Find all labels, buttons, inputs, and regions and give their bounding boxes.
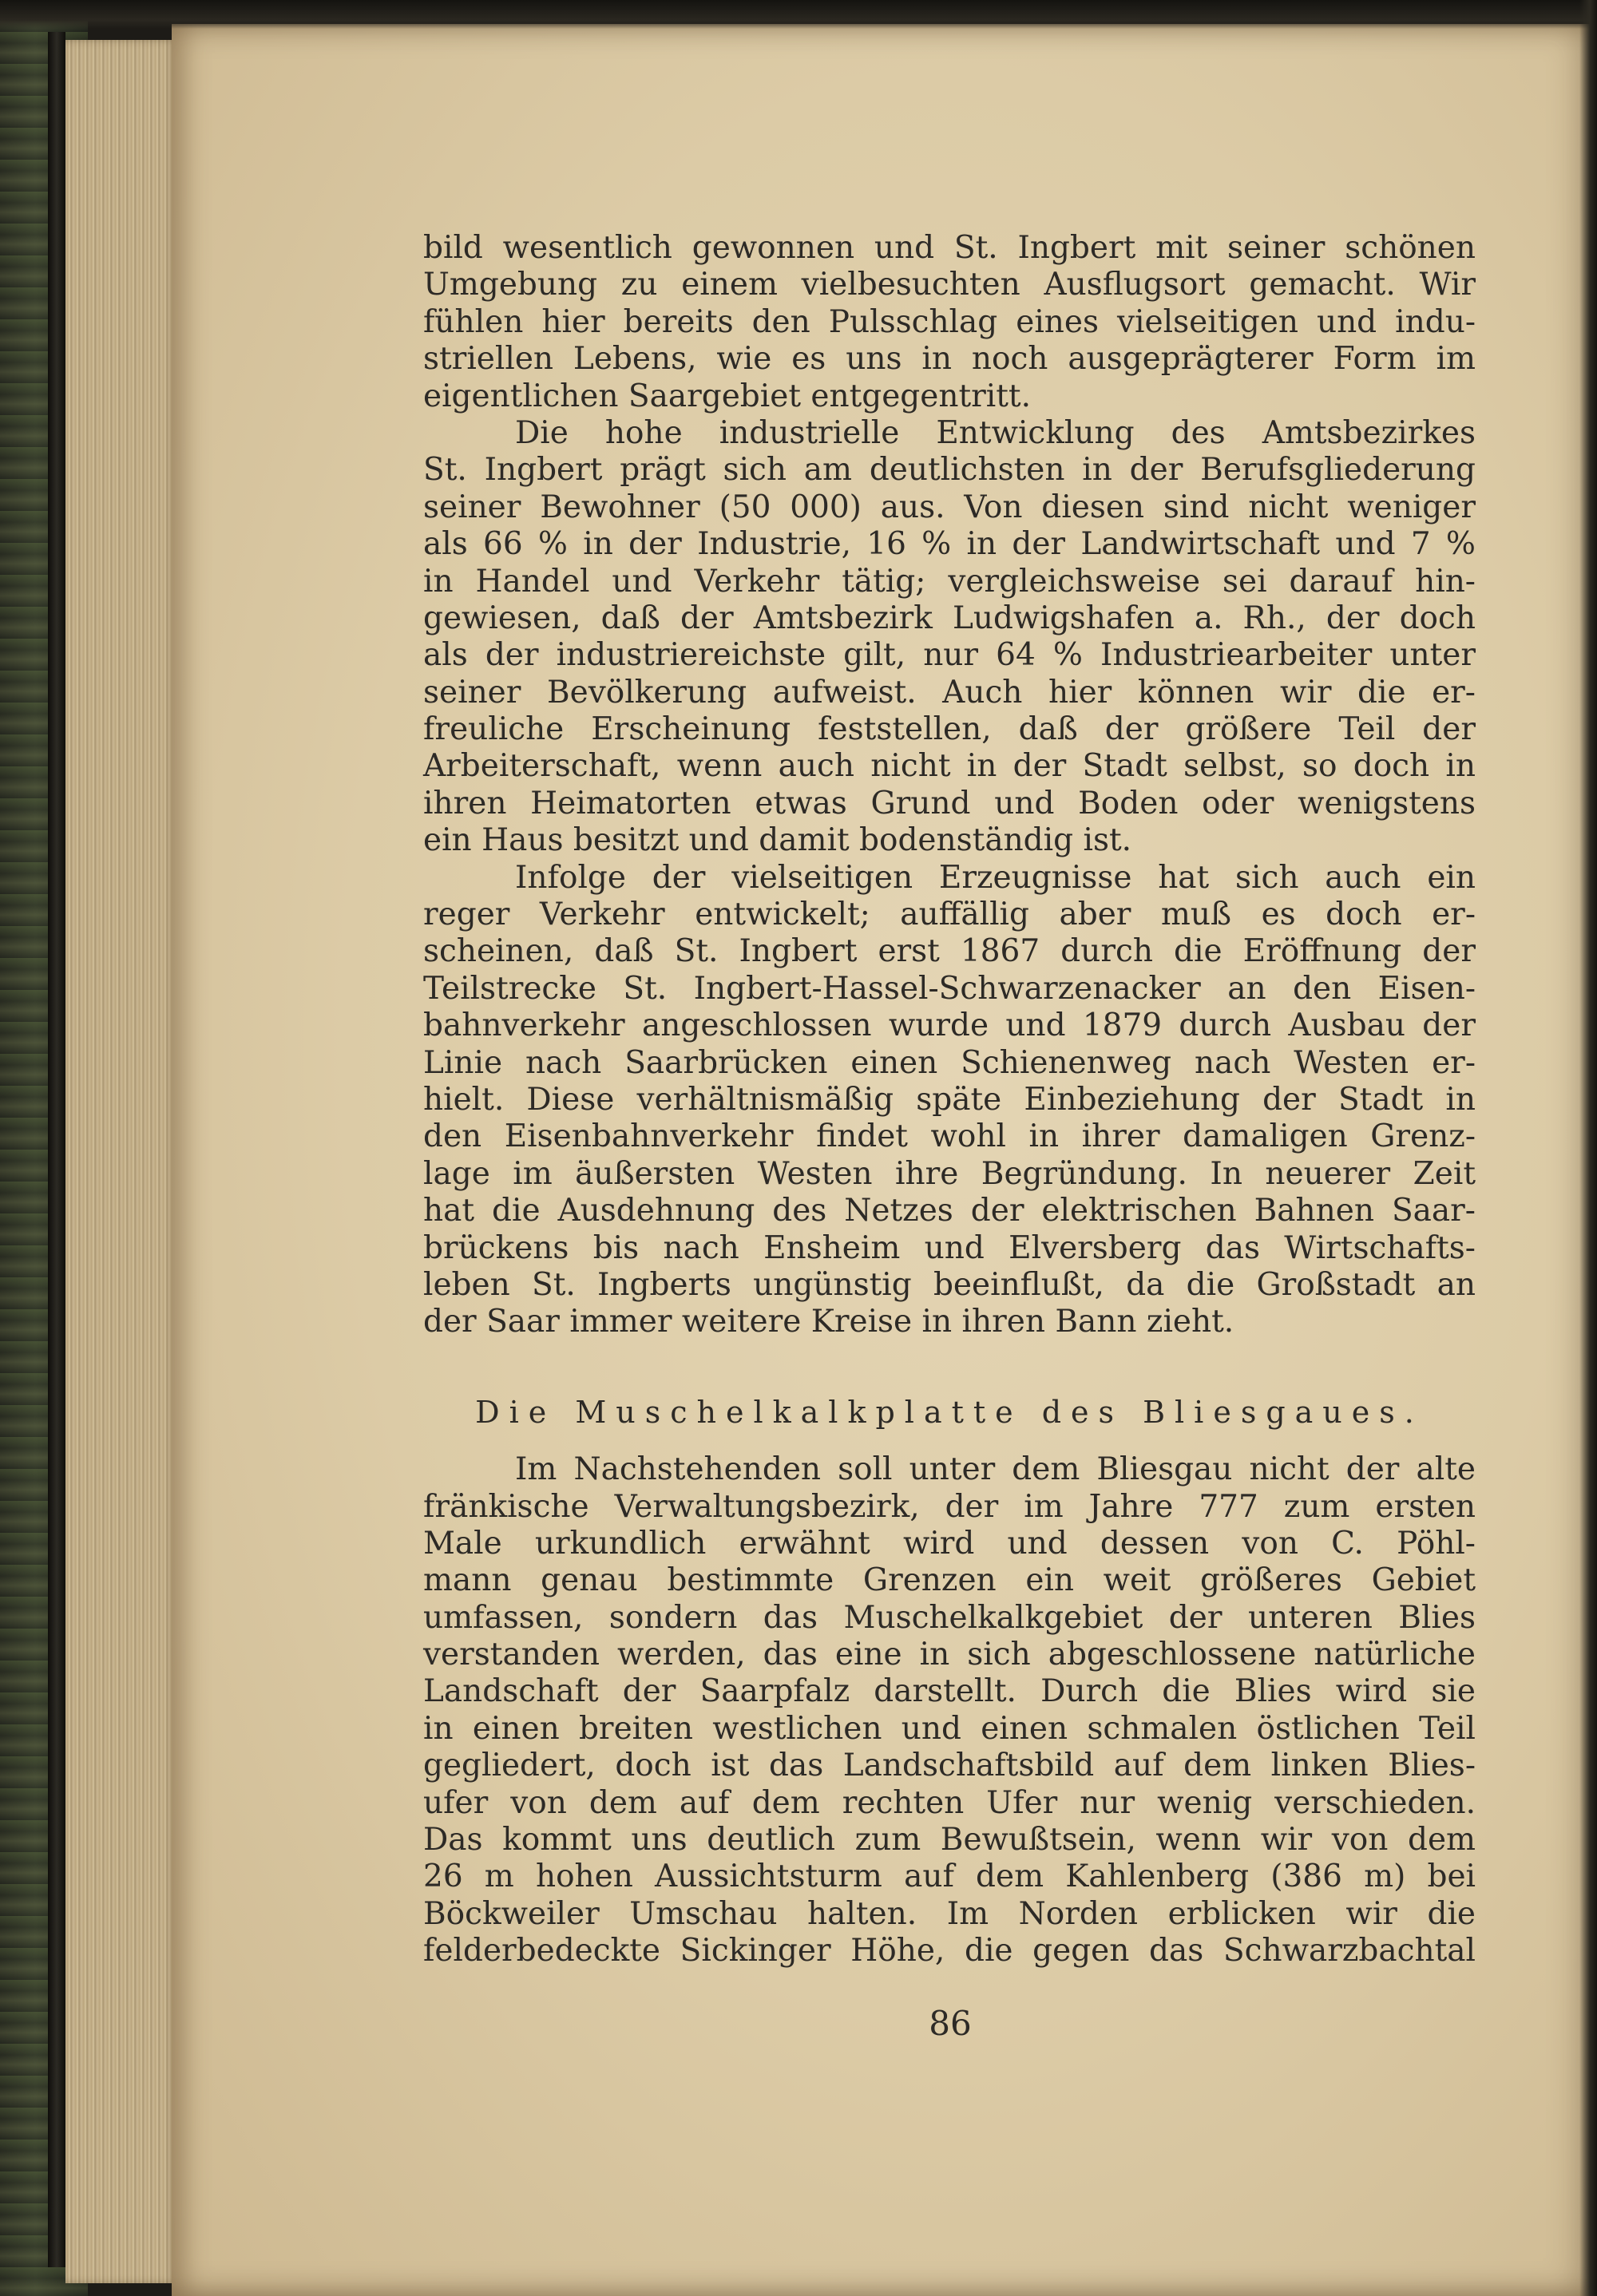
text-line: gewiesen, daß der Amtsbezirk Ludwigshafen a. Rh., der doch <box>423 600 1476 636</box>
text-line: hat die Ausdehnung des Netzes der elektrischen Bahnen Saar- <box>423 1193 1476 1229</box>
text-line: Die hohe industrielle Entwicklung des Amtsbezirkes <box>515 414 1476 451</box>
text-line: Böckweiler Umschau halten. Im Norden erblicken wir die <box>423 1895 1476 1932</box>
text-line: Teilstrecke St. Ingbert-Hassel-Schwarzenacker an den Eisen- <box>423 970 1476 1007</box>
text-line: Arbeiterschaft, wenn auch nicht in der Stadt selbst, so doch in <box>423 748 1476 785</box>
text-line: umfassen, sondern das Muschelkalkgebiet der unteren Blies <box>423 1599 1476 1636</box>
paragraph-4 <box>423 1451 1476 1969</box>
text-line: bahnverkehr angeschlossen wurde und 1879 durch Ausbau der <box>423 1007 1476 1044</box>
text-line: Male urkundlich erwähnt wird und dessen von C. Pöhl- <box>423 1525 1476 1562</box>
text-line: St. Ingbert prägt sich am deutlichsten in der Berufsgliederung <box>423 452 1476 489</box>
text-line: seiner Bewohner (50 000) aus. Von diesen sind nicht weniger <box>423 489 1476 525</box>
text-line: als der industriereichste gilt, nur 64 % Industriearbeiter unter <box>423 637 1476 674</box>
text-line: verstanden werden, das eine in sich abgeschlossene natürliche <box>423 1637 1476 1673</box>
text-line: ein Haus besitzt und damit bodenständig ist. <box>423 822 1132 859</box>
text-line: ufer von dem auf dem rechten Ufer nur wenig verschieden. <box>423 1784 1476 1821</box>
top-shadow <box>0 0 1597 29</box>
text-line: freuliche Erscheinung feststellen, daß der größere Teil der <box>423 711 1476 748</box>
text-line: fühlen hier bereits den Pulsschlag eines vielseitigen und indu- <box>423 303 1476 340</box>
text-line: brückens bis nach Ensheim und Elversberg das Wirtschafts- <box>423 1229 1476 1266</box>
text-line: Infolge der vielseitigen Erzeugnisse hat sich auch ein <box>515 859 1476 896</box>
text-line: fränkische Verwaltungsbezirk, der im Jahre 777 zum ersten <box>423 1488 1476 1525</box>
page-edges <box>65 40 177 2283</box>
text-line: scheinen, daß St. Ingbert erst 1867 durch die Eröffnung der <box>423 933 1476 970</box>
text-line: lage im äußersten Westen ihre Begründung. In neuerer Zeit <box>423 1155 1476 1192</box>
paragraph-1 <box>423 230 1476 415</box>
text-line: Umgebung zu einem vielbesuchten Ausflugsort gemacht. Wir <box>423 267 1476 303</box>
text-line: bild wesentlich gewonnen und St. Ingbert mit seiner schönen <box>423 230 1476 266</box>
text-line: mann genau bestimmte Grenzen ein weit größeres Gebiet <box>423 1562 1476 1599</box>
page-number: 86 <box>929 2004 972 2043</box>
text-line: eigentlichen Saargebiet entgegentritt. <box>423 378 1031 414</box>
paragraph-2 <box>423 415 1476 860</box>
text-line: seiner Bevölkerung aufweist. Auch hier können wir die er- <box>423 674 1476 711</box>
text-line: leben St. Ingberts ungünstig beeinflußt, da die Großstadt an <box>423 1266 1476 1303</box>
text-line: in einen breiten westlichen und einen schmalen östlichen Teil <box>423 1710 1476 1747</box>
text-line: der Saar immer weitere Kreise in ihren Bann zieht. <box>423 1304 1234 1340</box>
text-line: reger Verkehr entwickelt; auffällig aber muß es doch er- <box>423 897 1476 933</box>
paragraph-3 <box>423 860 1476 1341</box>
text-line: in Handel und Verkehr tätig; vergleichsweise sei darauf hin- <box>423 563 1476 600</box>
text-block <box>423 230 1476 1970</box>
text-line: Im Nachstehenden soll unter dem Bliesgau nicht der alte <box>515 1451 1476 1488</box>
book-spine <box>48 32 65 2267</box>
text-line: striellen Lebens, wie es uns in noch ausgeprägterer Form im <box>423 341 1476 378</box>
text-line: den Eisenbahnverkehr findet wohl in ihrer damaligen Grenz- <box>423 1118 1476 1155</box>
right-edge <box>1579 0 1597 2296</box>
text-line: 26 m hohen Aussichtsturm auf dem Kahlenberg (386 m) bei <box>423 1859 1476 1895</box>
text-line: hielt. Diese verhältnismäßig späte Einbeziehung der Stadt in <box>423 1081 1476 1118</box>
text-line: als 66 % in der Industrie, 16 % in der Landwirtschaft und 7 % <box>423 526 1476 563</box>
text-line: ihren Heimatorten etwas Grund und Boden oder wenigstens <box>423 785 1476 821</box>
text-line: felderbedeckte Sickinger Höhe, die gegen das Schwarzbachtal <box>423 1933 1476 1969</box>
text-line: Das kommt uns deutlich zum Bewußtsein, wenn wir von dem <box>423 1822 1476 1859</box>
section-heading: Die Muschelkalkplatte des Bliesgaues. <box>475 1394 1424 1430</box>
text-line: gegliedert, doch ist das Landschaftsbild auf dem linken Blies- <box>423 1748 1476 1784</box>
text-line: Landschaft der Saarpfalz darstellt. Durch die Blies wird sie <box>423 1673 1476 1710</box>
text-line: Linie nach Saarbrücken einen Schienenweg nach Westen er- <box>423 1044 1476 1081</box>
